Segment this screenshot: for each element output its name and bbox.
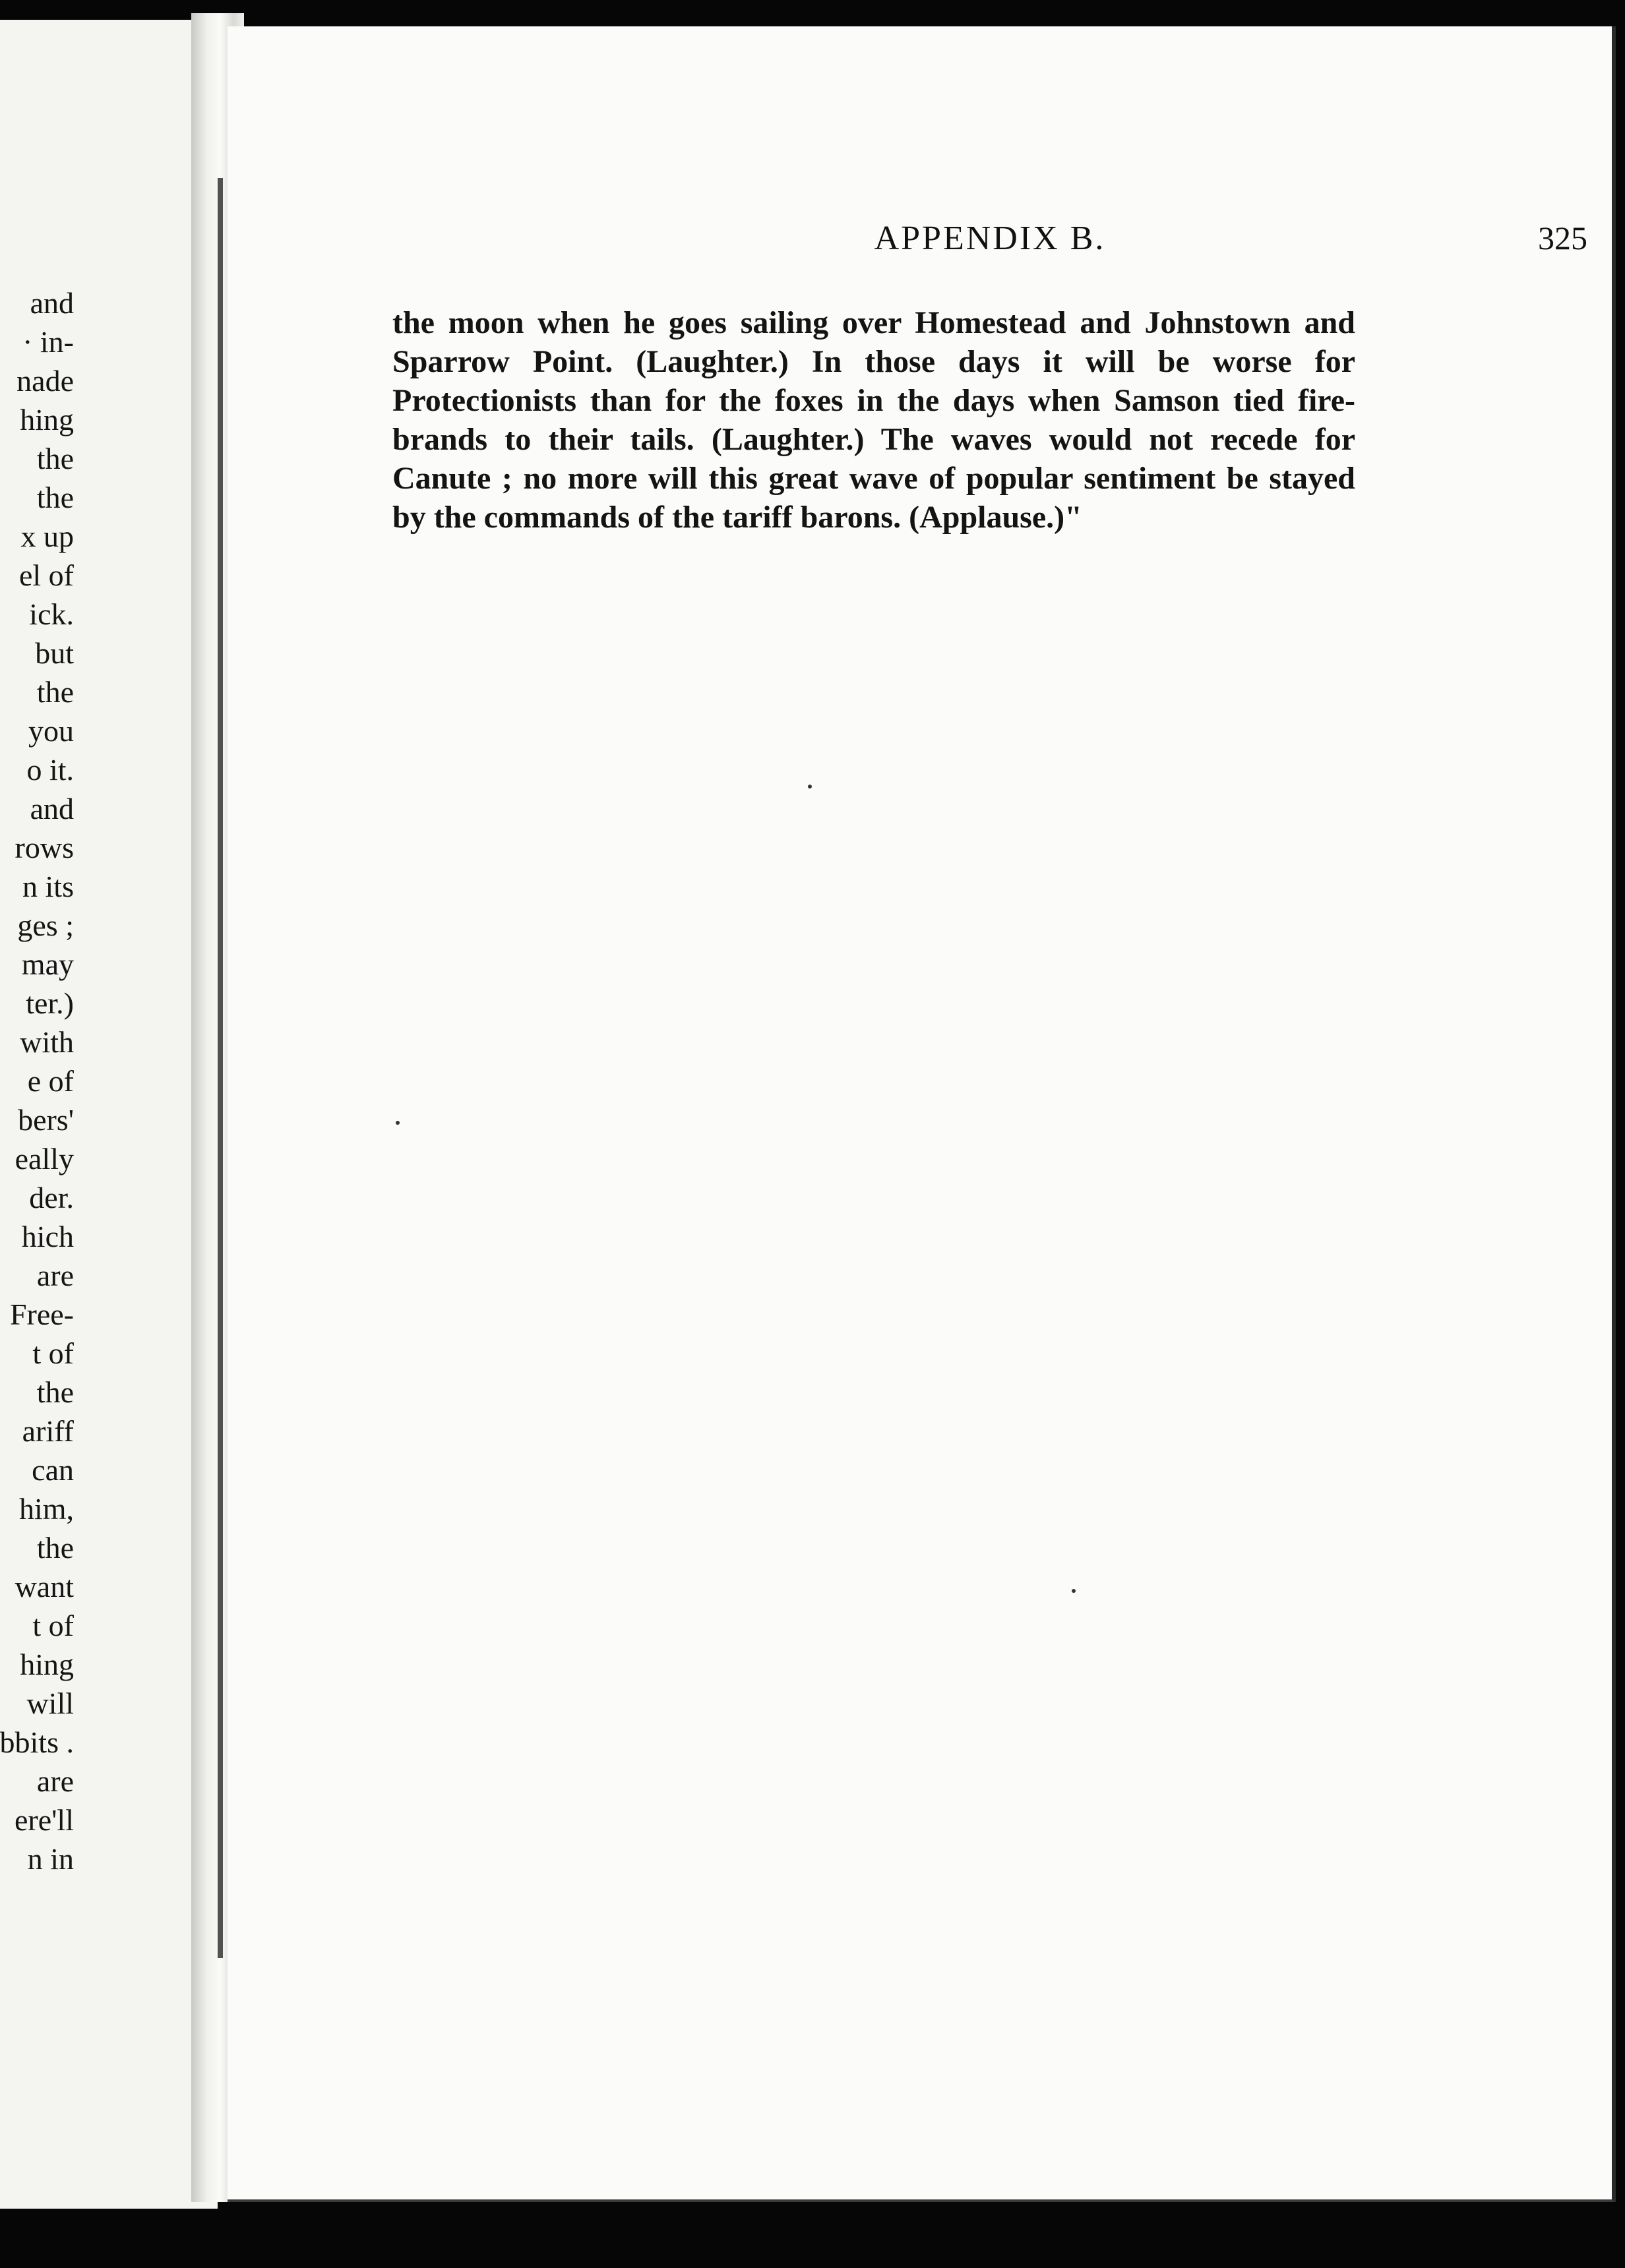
facing-page-line: hing xyxy=(20,1648,74,1681)
facing-page-line: but xyxy=(35,636,74,670)
facing-page-line: Free- xyxy=(9,1298,74,1331)
facing-page-line: ter.) xyxy=(26,986,74,1020)
body-line: Canute ; no more will this great wave of popular sentiment be stayed xyxy=(392,461,1355,496)
facing-page-line: are xyxy=(36,1259,74,1292)
page-325 xyxy=(228,26,1616,2202)
facing-page-line: and xyxy=(30,286,74,320)
facing-page-line: the xyxy=(36,442,74,475)
facing-page-line: ick. xyxy=(29,597,74,631)
facing-page-line: and xyxy=(30,792,74,825)
facing-page-line: bbits . xyxy=(0,1725,74,1759)
facing-page-line: nade xyxy=(16,364,74,398)
facing-page-line: want xyxy=(15,1570,74,1603)
facing-page-line: ere'll xyxy=(14,1803,74,1837)
facing-page-line: may xyxy=(21,947,74,981)
facing-page-line: eally xyxy=(15,1142,74,1176)
facing-page-line: the xyxy=(36,675,74,709)
facing-page-line: are xyxy=(36,1764,74,1798)
facing-page-line: him, xyxy=(18,1492,74,1526)
facing-page-line: hing xyxy=(20,403,74,436)
paper-speck xyxy=(1072,1589,1076,1593)
facing-page-line: ariff xyxy=(22,1414,74,1448)
facing-page-line: t of xyxy=(32,1336,74,1370)
facing-page-line: e of xyxy=(27,1064,74,1098)
paper-speck xyxy=(808,785,812,789)
facing-page-left xyxy=(0,20,218,2209)
facing-page-line: bers' xyxy=(18,1103,74,1137)
facing-page-line: o it. xyxy=(26,753,74,787)
facing-page-line: the xyxy=(36,1375,74,1409)
body-line: Protectionists than for the foxes in the days when Samson tied fire- xyxy=(392,383,1355,418)
facing-page-line: n in xyxy=(27,1842,74,1876)
facing-page-line: with xyxy=(20,1025,74,1059)
facing-page-line: will xyxy=(26,1686,74,1720)
facing-page-line: der. xyxy=(29,1181,74,1214)
facing-page-line: el of xyxy=(18,558,74,592)
facing-page-line-fragments xyxy=(0,284,74,1878)
paper-speck xyxy=(396,1121,400,1125)
facing-page-line: the xyxy=(36,481,74,514)
facing-page-line: the xyxy=(36,1531,74,1565)
running-head xyxy=(392,219,1587,265)
facing-page-line: can xyxy=(32,1453,74,1487)
facing-page-line: x up xyxy=(20,520,74,553)
body-line: Sparrow Point. (Laughter.) In those days it will be worse for xyxy=(392,344,1355,379)
facing-page-line: · in- xyxy=(22,325,74,359)
body-line: the moon when he goes sailing over Homestead and Johnstown and xyxy=(392,305,1355,340)
facing-page-line: n its xyxy=(22,870,74,903)
facing-page-line: you xyxy=(28,714,74,748)
facing-page-line: ges ; xyxy=(17,909,74,942)
running-title: APPENDIX B. xyxy=(874,220,1106,257)
body-line: by the commands of the tariff barons. (Applause.)" xyxy=(392,500,1082,535)
binding-edge xyxy=(218,178,223,1958)
facing-page-line: rows xyxy=(15,831,74,864)
page-number: 325 xyxy=(1538,220,1587,256)
facing-page-line: t of xyxy=(32,1609,74,1642)
facing-page-line: hich xyxy=(21,1220,74,1253)
body-line: brands to their tails. (Laughter.) The waves would not recede for xyxy=(392,422,1355,457)
body-paragraph xyxy=(392,303,1355,537)
